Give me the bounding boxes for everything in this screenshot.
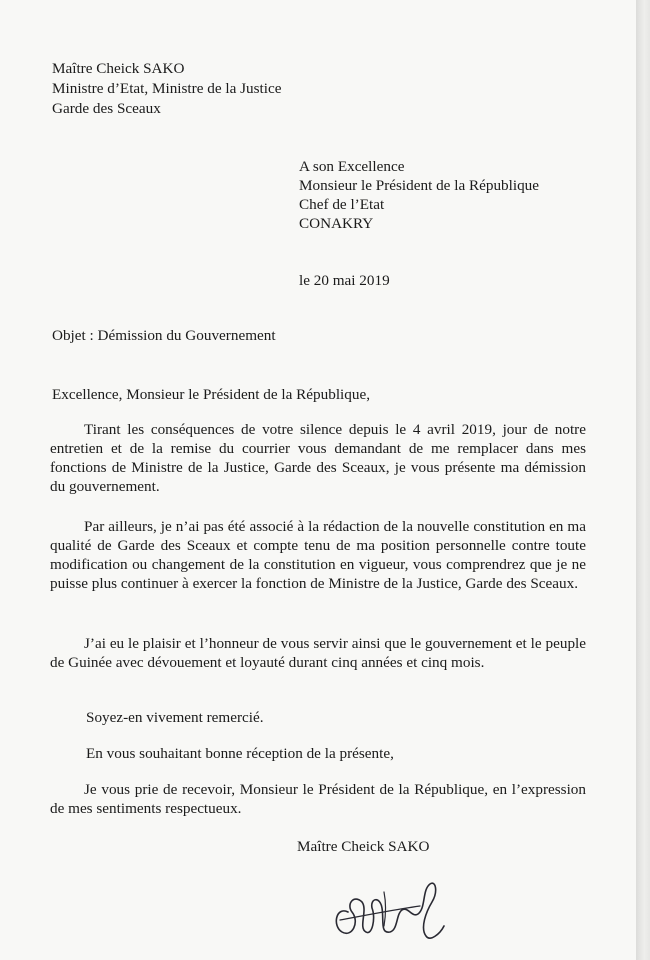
sender-name: Maître Cheick SAKO <box>52 60 185 77</box>
sender-subtitle: Garde des Sceaux <box>52 100 161 117</box>
handwritten-signature <box>322 868 452 948</box>
recipient-line-1: A son Excellence <box>299 158 405 175</box>
page-edge-shadow <box>636 0 650 960</box>
paragraph-5: En vous souhaitant bonne réception de la présente, <box>86 745 394 762</box>
letter-salutation: Excellence, Monsieur le Président de la République, <box>52 386 370 403</box>
paragraph-4: Soyez-en vivement remercié. <box>86 709 264 726</box>
recipient-line-2: Monsieur le Président de la République <box>299 177 539 194</box>
recipient-city: CONAKRY <box>299 215 374 232</box>
paragraph-1: Tirant les conséquences de votre silence depuis le 4 avril 2019, jour de notre entretien et de la remise du courrier vous demandant de me remplacer dans mes fonctions de Ministre de la Justice, Garde des Sceaux, je vous présente ma démission du gouvernement. <box>50 421 586 495</box>
paragraph-6: Je vous prie de recevoir, Monsieur le Président de la République, en l’expression de mes sentiments respectueux. <box>50 781 586 817</box>
letter-date: le 20 mai 2019 <box>299 272 390 289</box>
sender-title: Ministre d’Etat, Ministre de la Justice <box>52 80 282 97</box>
paragraph-3: J’ai eu le plaisir et l’honneur de vous servir ainsi que le gouvernement et le peuple de Guinée avec dévouement et loyauté durant cinq années et cinq mois. <box>50 635 586 671</box>
closing-name: Maître Cheick SAKO <box>297 838 430 855</box>
letter-subject: Objet : Démission du Gouvernement <box>52 327 276 344</box>
paragraph-2: Par ailleurs, je n’ai pas été associé à la rédaction de la nouvelle constitution en ma qualité de Garde des Sceaux et compte tenu de ma position personnelle contre toute modification ou changement de la constitution en vigueur, vous comprendrez que je ne puisse plus continuer à exercer la fonction de Ministre de la Justice, Garde des Sceaux. <box>50 518 586 592</box>
recipient-line-3: Chef de l’Etat <box>299 196 385 213</box>
